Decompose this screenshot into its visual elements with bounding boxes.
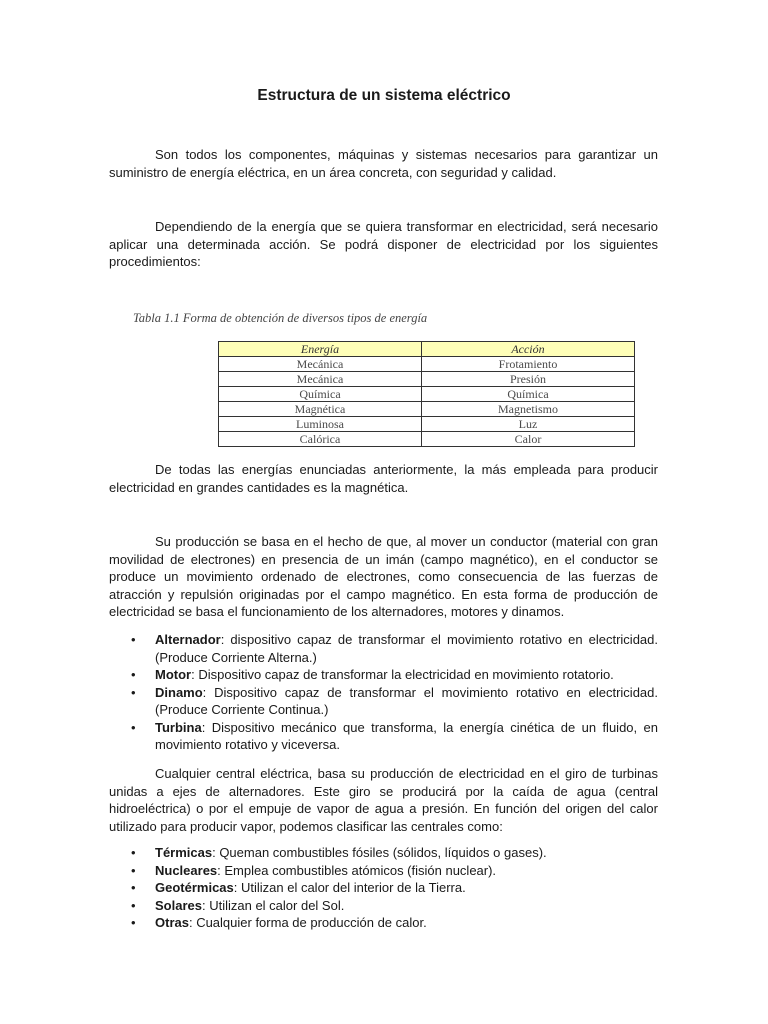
bullet-icon: •: [131, 897, 136, 913]
list-item-term: Térmicas: [155, 845, 213, 860]
table-cell: Mecánica: [219, 357, 422, 372]
column-header-energia: Energía: [219, 342, 422, 357]
table-row: [219, 357, 635, 372]
table-cell: Calor: [422, 432, 635, 447]
table-cell: Magnetismo: [422, 402, 635, 417]
list-item: [109, 844, 658, 862]
paragraph-magnetic: De todas las energías enunciadas anteriormente, la más empleada para producir electricidad en grandes cantidades es la magnética.: [109, 462, 658, 495]
list-item: [109, 631, 658, 666]
table-cell: Frotamiento: [422, 357, 635, 372]
bullet-icon: •: [131, 862, 136, 878]
table-header-row: [219, 342, 635, 357]
list-item: [109, 879, 658, 897]
table-row: [219, 417, 635, 432]
bullet-icon: •: [131, 632, 136, 647]
table-cell: Magnética: [219, 402, 422, 417]
table-cell: Mecánica: [219, 372, 422, 387]
table-cell: Química: [219, 387, 422, 402]
paragraph-power-plants: Cualquier central eléctrica, basa su producción de electricidad en el giro de turbinas unidas a ejes de alternadores. Este giro se producirá por la caída de agua (central hidroeléctrica) o por el empuje de vapor de agua a presión. En función del origen del calor utilizado para producir vapor, podemos clasificar las centrales como:: [109, 766, 658, 834]
list-item-term: Solares: [155, 897, 202, 913]
list-item-description: : Cualquier forma de producción de calor.: [188, 915, 427, 930]
bullet-icon: •: [131, 845, 136, 860]
table-row: [219, 372, 635, 387]
list-item: [109, 914, 658, 932]
table-cell: Presión: [422, 372, 635, 387]
list-item-term: Motor: [155, 667, 192, 682]
bullet-icon: •: [131, 915, 136, 930]
list-item: [109, 719, 658, 754]
column-header-accion: Acción: [422, 342, 635, 357]
table-cell: Luz: [422, 417, 635, 432]
list-item-description: : Emplea combustibles atómicos (fisión nuclear).: [217, 862, 497, 878]
table-row: [219, 387, 635, 402]
bullet-icon: •: [131, 880, 136, 895]
list-item-description: : Dispositivo capaz de transformar la electricidad en movimiento rotatorio.: [191, 667, 614, 682]
list-item-description: : Dispositivo mecánico que transforma, la energía cinética de un fluido, en movimiento rotativo y viceversa.: [155, 719, 658, 752]
list-item-term: Alternador: [155, 632, 221, 647]
bullet-icon: •: [131, 667, 136, 682]
page-title: Estructura de un sistema eléctrico: [257, 87, 511, 104]
table-row: [219, 432, 635, 447]
list-item-term: Nucleares: [155, 862, 218, 878]
list-item-term: Dinamo: [155, 684, 203, 700]
paragraph-definition: Son todos los componentes, máquinas y sistemas necesarios para garantizar un suministro de energía eléctrica, en un área concreta, con seguridad y calidad.: [109, 147, 658, 180]
bullet-icon: •: [131, 684, 136, 700]
list-item-term: Otras: [155, 915, 189, 930]
list-item: [109, 666, 658, 684]
paragraph-production: Su producción se basa en el hecho de que, al mover un conductor (material con gran movilidad de electrones) en presencia de un imán (campo magnético), en el conductor se produce un movimiento ordenado de electrones, como consecuencia de las fuerzas de atracción y repulsión originadas por el campo magnético. En esta forma de producción de electricidad se basa el funcionamiento de los alternadores, motores y dinamos.: [109, 534, 658, 619]
devices-list: [109, 631, 658, 754]
list-item-term: Geotérmicas: [155, 880, 234, 895]
table-cell: Luminosa: [219, 417, 422, 432]
table-cell: Química: [422, 387, 635, 402]
paragraph-procedures: Dependiendo de la energía que se quiera transformar en electricidad, será necesario aplicar una determinada acción. Se podrá disponer de electricidad por los siguientes procedimientos:: [109, 219, 658, 269]
list-item-description: : Dispositivo capaz de transformar el movimiento rotativo en electricidad. (Produce Corriente Continua.): [155, 684, 658, 717]
list-item-description: : Queman combustibles fósiles (sólidos, líquidos o gases).: [212, 845, 547, 860]
table-caption: Tabla 1.1 Forma de obtención de diversos tipos de energía: [133, 311, 428, 325]
energy-table: [218, 341, 635, 447]
list-item: [109, 862, 658, 880]
list-item: [109, 897, 658, 915]
plants-list: [109, 844, 658, 932]
table-cell: Calórica: [219, 432, 422, 447]
table-row: [219, 402, 635, 417]
bullet-icon: •: [131, 719, 136, 735]
list-item-description: : Utilizan el calor del Sol.: [201, 897, 345, 913]
list-item: [109, 684, 658, 719]
list-item-term: Turbina: [155, 719, 202, 735]
list-item-description: : Utilizan el calor del interior de la Tierra.: [233, 880, 466, 895]
list-item-description: : dispositivo capaz de transformar el movimiento rotativo en electricidad. (Produce Corriente Alterna.): [155, 632, 658, 665]
